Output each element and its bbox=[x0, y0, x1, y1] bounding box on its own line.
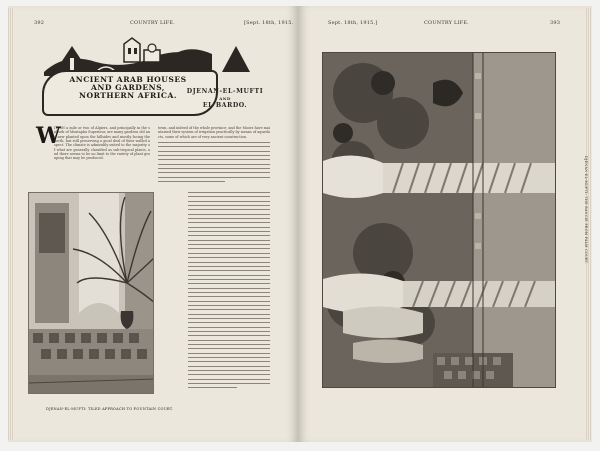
text-column-1 bbox=[36, 123, 150, 186]
second-paragraph: town, and indeed of the whole province; and the Moors have maintained their system of irrigation practically by means of aqueducts, some of which are of very ancient construction. bbox=[158, 126, 270, 139]
right-page-number: 393 bbox=[550, 20, 561, 26]
photo-palm-court bbox=[322, 52, 556, 388]
left-page-number: 392 bbox=[34, 20, 45, 26]
magazine-spread bbox=[8, 6, 592, 442]
left-running-title: COUNTRY LIFE. bbox=[130, 20, 175, 26]
left-photo-caption: DJENAN-EL-MUFTI: TILED APPROACH TO FOUNTAIN COURT. bbox=[46, 407, 174, 411]
body-text-lines bbox=[158, 142, 270, 182]
photo-tiled-approach bbox=[28, 192, 154, 394]
drop-cap: W bbox=[36, 123, 61, 149]
body-text-lines-lower bbox=[188, 192, 270, 388]
right-running-title: COUNTRY LIFE. bbox=[424, 20, 469, 26]
headline-line-3: NORTHERN AFRICA. bbox=[79, 91, 177, 101]
right-running-date: Sept. 18th, 1915.] bbox=[328, 20, 378, 26]
right-photo-caption: DJENAN-EL-MUFTI: THE BANCIE FROM PALM COURT. bbox=[584, 156, 588, 265]
article-subtitle bbox=[182, 88, 268, 109]
headline-line-1: ANCIENT ARAB HOUSES bbox=[69, 75, 187, 84]
subtitle-line-1: DJENAN-EL-MUFTI bbox=[186, 88, 264, 95]
article-headpiece bbox=[36, 32, 268, 124]
opening-paragraph: ITHIN a mile or two of Algiers, and principally in the suburb of Mustapha Superieur, are many gardens old and new planted upon the hillsides and mostly facing the north, but still preserving a good deal of their walled aspect. The climate is admirably suited to the majority of what are generally classified as sub-tropical plants, and there seems to be no limit to the variety of plant grouping that may be produced. bbox=[54, 126, 150, 161]
text-column-2-continued bbox=[188, 192, 270, 392]
left-page bbox=[8, 6, 298, 442]
left-running-date: [Sept. 18th, 1915. bbox=[244, 20, 294, 26]
text-column-2 bbox=[158, 126, 270, 186]
subtitle-and: AND bbox=[219, 96, 231, 101]
palm-court-photo bbox=[323, 53, 556, 388]
subtitle-line-2: EL BARDO. bbox=[202, 102, 248, 109]
tiled-court-photo bbox=[29, 193, 154, 394]
article-headline bbox=[68, 76, 188, 101]
page-edge-left bbox=[8, 8, 14, 440]
headline-line-2: AND GARDENS, bbox=[91, 83, 165, 93]
